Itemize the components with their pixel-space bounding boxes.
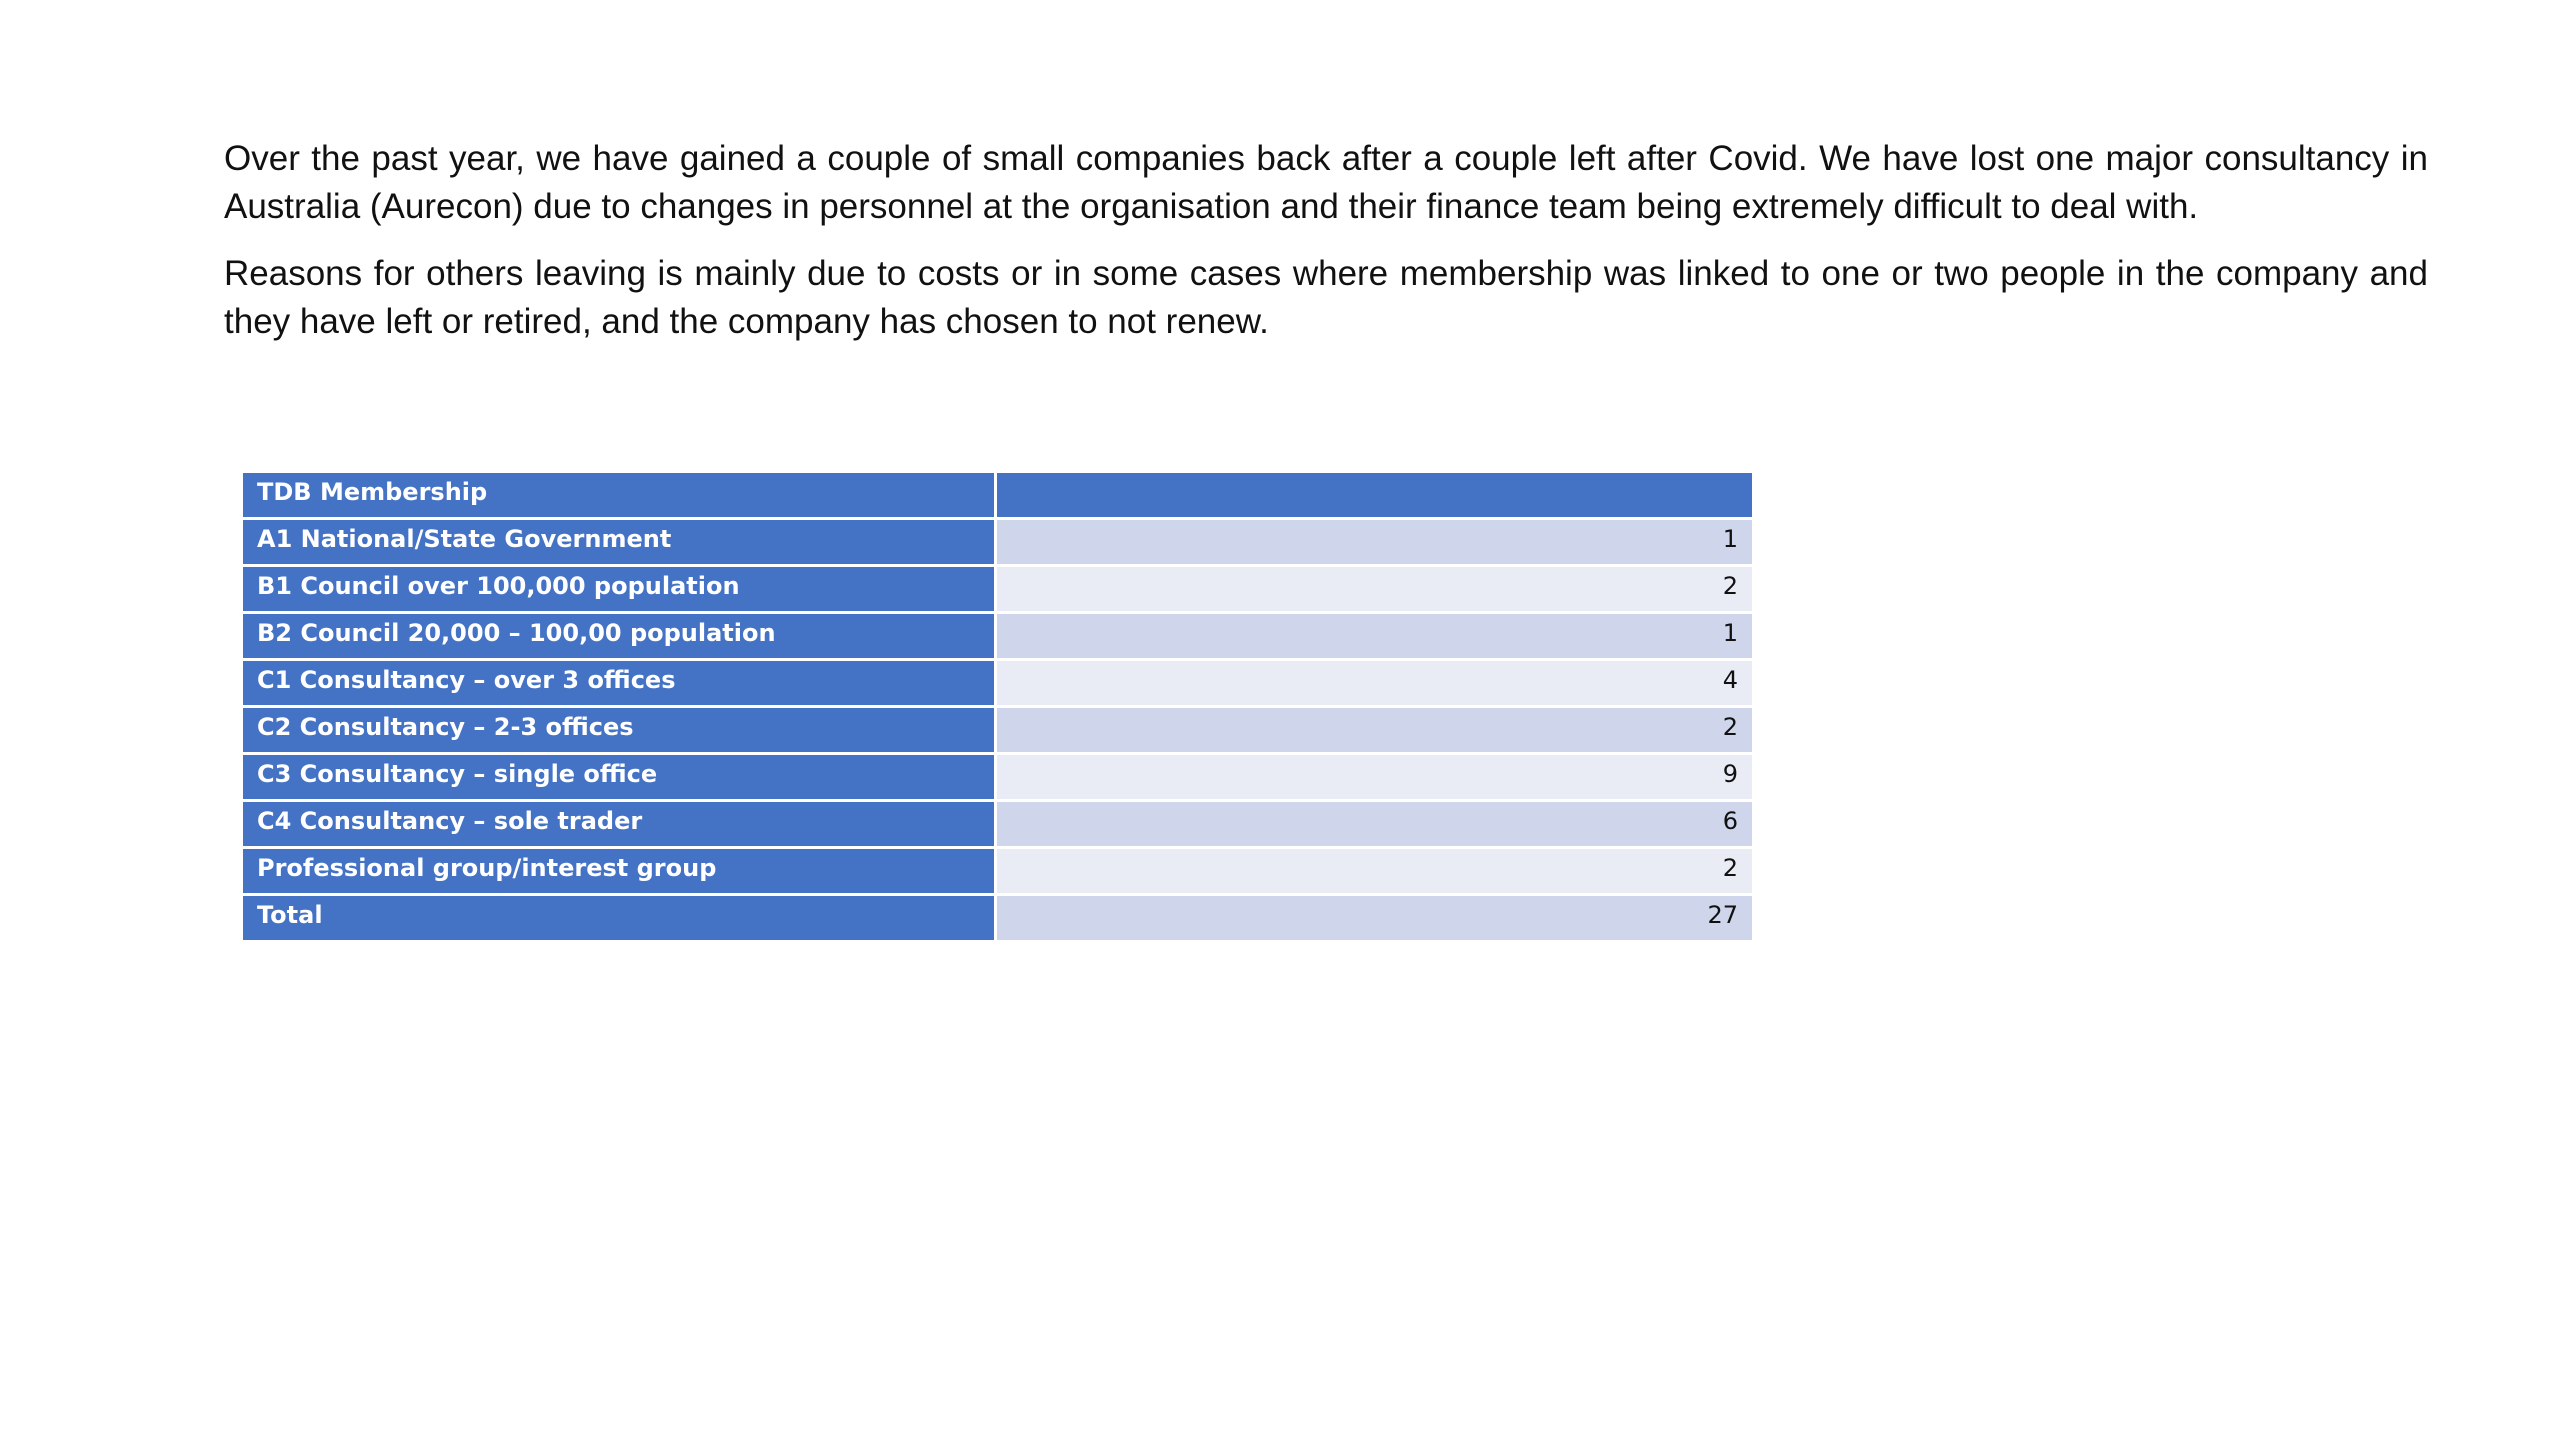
table-row	[242, 754, 1754, 801]
paragraph-reasons-leaving: Reasons for others leaving is mainly due to costs or in some cases where membership was linked to one or two people in the company and they have left or retired, and the company has chosen to not renew.	[224, 254, 2428, 341]
membership-table	[240, 470, 1755, 943]
row-value: 2	[996, 566, 1754, 613]
row-value: 4	[996, 660, 1754, 707]
row-value: 9	[996, 754, 1754, 801]
row-value: 2	[996, 707, 1754, 754]
table-header-value	[996, 472, 1754, 519]
row-label: C4 Consultancy – sole trader	[242, 801, 996, 848]
table-row	[242, 848, 1754, 895]
table-header-row	[242, 472, 1754, 519]
total-value: 27	[996, 895, 1754, 942]
table-row	[242, 660, 1754, 707]
row-label: B1 Council over 100,000 population	[242, 566, 996, 613]
table-header-label: TDB Membership	[242, 472, 996, 519]
paragraph-membership-changes: Over the past year, we have gained a couple of small companies back after a couple left after Covid. We have lost one major consultancy in Australia (Aurecon) due to changes in personnel at the organisation and their finance team being extremely difficult to deal with.	[224, 139, 2428, 226]
table-row	[242, 707, 1754, 754]
row-label: B2 Council 20,000 – 100,00 population	[242, 613, 996, 660]
document-body	[224, 135, 2428, 365]
row-label: C1 Consultancy – over 3 offices	[242, 660, 996, 707]
membership-table-container	[240, 470, 1752, 943]
table-row	[242, 801, 1754, 848]
row-value: 6	[996, 801, 1754, 848]
row-value: 1	[996, 613, 1754, 660]
row-label: Professional group/interest group	[242, 848, 996, 895]
row-label: C2 Consultancy – 2-3 offices	[242, 707, 996, 754]
row-value: 2	[996, 848, 1754, 895]
table-total-row	[242, 895, 1754, 942]
row-label: C3 Consultancy – single office	[242, 754, 996, 801]
table-row	[242, 566, 1754, 613]
row-label: A1 National/State Government	[242, 519, 996, 566]
total-label: Total	[242, 895, 996, 942]
table-row	[242, 519, 1754, 566]
table-row	[242, 613, 1754, 660]
row-value: 1	[996, 519, 1754, 566]
